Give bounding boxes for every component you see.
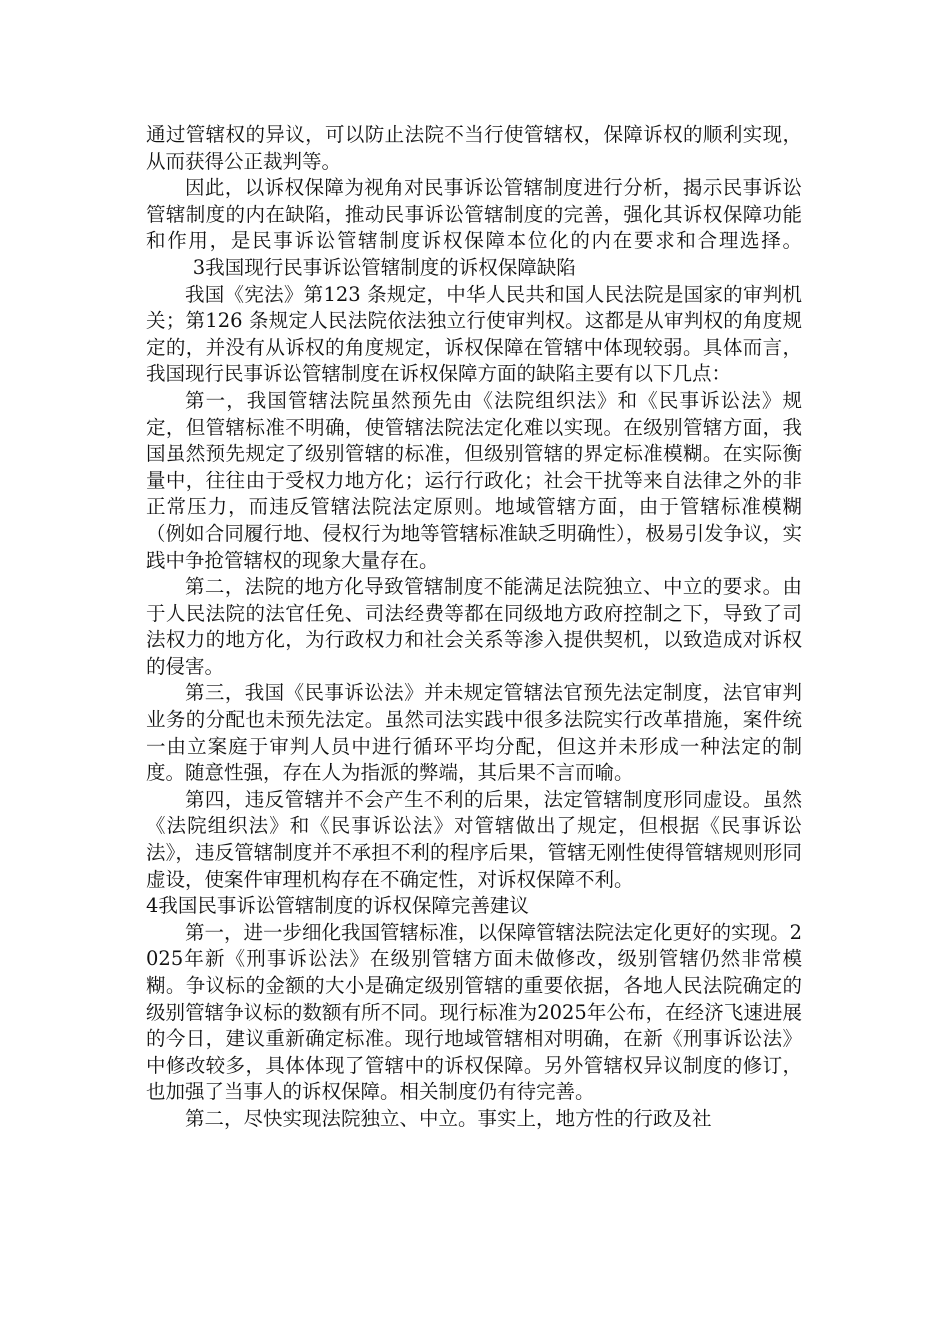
paragraph-first-defect: 第一，我国管辖法院虽然预先由《法院组织法》和《民事诉讼法》规定，但管辖标准不明确，使管辖法院法定化难以实现。在级别管辖方面，我国虽然预先规定了级别管辖的标准，但级别管辖的界定标准模糊。在实际衡量中，往往由于受权力地方化；运行行政化；社会干扰等来自法律之外的非正常压力，而违反管辖法院法定原则。地域管辖方面，由于管辖标准模糊（例如合同履行地、侵权行为地等管辖标准缺乏明确性），极易引发争议，实践中争抢管辖权的现象大量存在。 — [146, 388, 802, 572]
section-heading-3: 3我国现行民事诉讼管辖制度的诉权保障缺陷 — [192, 255, 576, 279]
paragraph-third-defect: 第三，我国《民事诉讼法》并未规定管辖法官预先法定制度，法官审判业务的分配也未预先法定。虽然司法实践中很多法院实行改革措施，案件统一由立案庭于审判人员中进行循环平均分配，但这并未形成一种法定的制度。随意性强，存在人为指派的弊端，其后果不言而喻。 — [146, 681, 802, 785]
paragraph-jurisdiction-objection: 通过管辖权的异议，可以防止法院不当行使管辖权，保障诉权的顺利实现，从而获得公正裁判等。 — [146, 123, 802, 173]
paragraph-conclusion — [146, 175, 802, 281]
section-heading-4: 4我国民事诉讼管辖制度的诉权保障完善建议 — [146, 894, 529, 918]
paragraph-first-suggestion: 第一，进一步细化我国管辖标准，以保障管辖法院法定化更好的实现。2025年新《刑事诉讼法》在级别管辖方面未做修改，级别管辖仍然非常模糊。争议标的金额的大小是确定级别管辖的重要依据，各地人民法院确定的级别管辖争议标的数额有所不同。现行标准为2025年公布，在经济飞速进展的今日，建议重新确定标准。现行地域管辖相对明确，在新《刑事诉讼法》中修改较多，具体体现了管辖中的诉权保障。另外管辖权异议制度的修订，也加强了当事人的诉权保障。相关制度仍有待完善。 — [146, 920, 802, 1104]
paragraph-constitution: 我国《宪法》第123 条规定，中华人民共和国人民法院是国家的审判机关；第126 条规定人民法院依法独立行使审判权。这都是从审判权的角度规定的，并没有从诉权的角度规定，诉权保障在管辖中体现较弱。具体而言，我国现行民事诉讼管辖制度在诉权保障方面的缺陷主要有以下几点： — [146, 282, 802, 386]
paragraph-second-defect: 第二，法院的地方化导致管辖制度不能满足法院独立、中立的要求。由于人民法院的法官任免、司法经费等都在同级地方政府控制之下，导致了司法权力的地方化，为行政权力和社会关系等渗入提供契机，以致造成对诉权的侵害。 — [146, 575, 802, 678]
paragraph-second-suggestion: 第二，尽快实现法院独立、中立。事实上，地方性的行政及社 — [185, 1106, 712, 1130]
paragraph-conclusion-text: 因此，以诉权保障为视角对民事诉讼管辖制度进行分析，揭示民事诉讼管辖制度的内在缺陷，推动民事诉讼管辖制度的完善，强化其诉权保障功能和作用，是民事诉讼管辖制度诉权保障本位化的内在要求和合理选择。 — [146, 176, 802, 253]
document-page — [146, 122, 802, 1133]
paragraph-fourth-defect: 第四，违反管辖并不会产生不利的后果，法定管辖制度形同虚设。虽然《法院组织法》和《民事诉讼法》对管辖做出了规定，但根据《民事诉讼法》，违反管辖制度并不承担不利的程序后果，管辖无刚性使得管辖规则形同虚设，使案件审理机构存在不确定性，对诉权保障不利。 — [146, 787, 802, 891]
